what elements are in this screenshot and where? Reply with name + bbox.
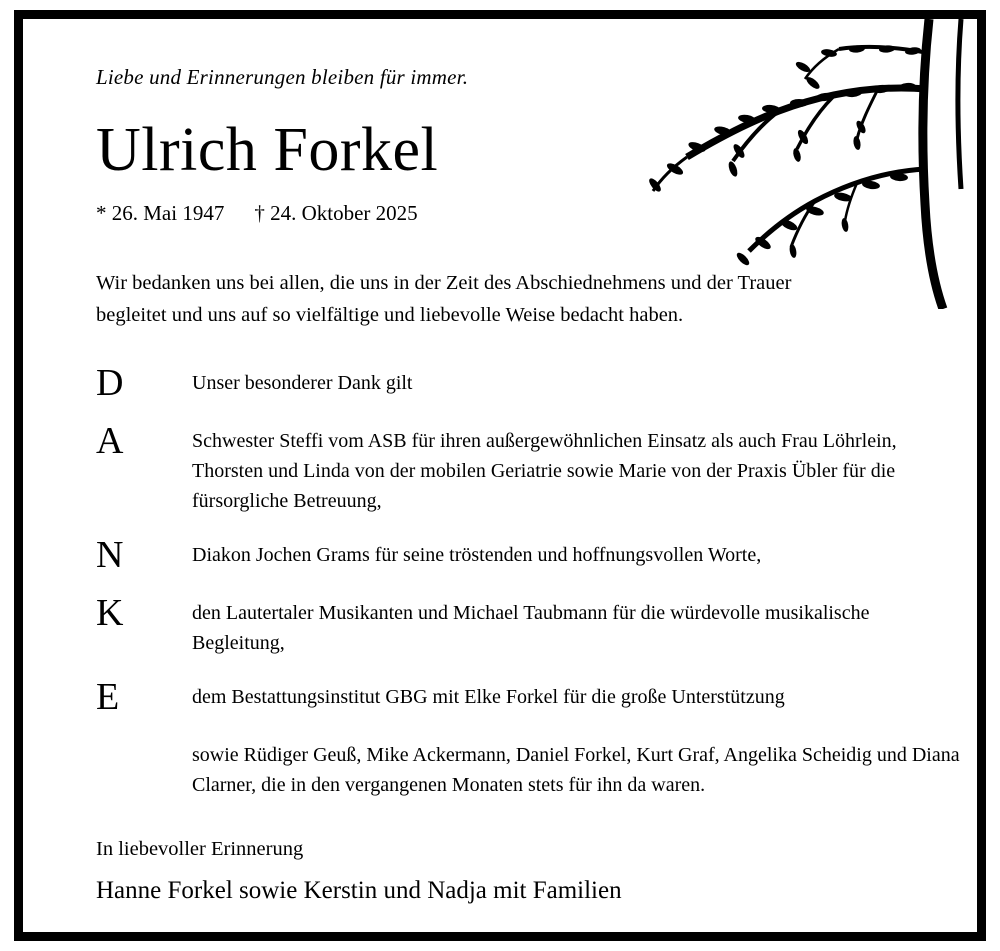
- danke-row: [96, 420, 966, 516]
- motto-text: Liebe und Erinnerungen bleiben für immer.: [96, 65, 469, 89]
- life-dates: [96, 201, 966, 226]
- danke-letter: E: [96, 675, 121, 718]
- card-content: [96, 19, 966, 905]
- danke-row: [96, 534, 966, 574]
- danke-letter: A: [96, 419, 125, 462]
- closing-block: [96, 838, 966, 905]
- danke-letter: K: [96, 591, 125, 634]
- danke-row: [96, 362, 966, 402]
- card-inner: [23, 19, 977, 932]
- danke-text: Unser besonderer Dank gilt: [192, 371, 413, 394]
- danke-letter: D: [96, 361, 125, 404]
- family-names: Hanne Forkel sowie Kerstin und Nadja mit Familien: [96, 876, 622, 904]
- thanks-intro-text: Wir bedanken uns bei allen, die uns in der Zeit des Abschiednehmens und der Trauer begleitet und uns auf so vielfältige und liebevolle Weise bedacht haben.: [96, 272, 792, 326]
- danke-text: den Lautertaler Musikanten und Michael Taubmann für die würdevolle musikalische Begleitung,: [192, 601, 870, 654]
- death-date: † 24. Oktober 2025: [254, 201, 418, 226]
- closing-phrase: In liebevoller Erinnerung: [96, 837, 304, 860]
- danke-letter: N: [96, 533, 125, 576]
- danke-text: Diakon Jochen Grams für seine tröstenden und hoffnungsvollen Worte,: [192, 543, 762, 566]
- danke-row: [96, 734, 966, 800]
- danke-letter: [96, 734, 192, 736]
- danke-text: dem Bestattungsinstitut GBG mit Elke Forkel für die große Unterstützung: [192, 685, 785, 708]
- danke-text: Schwester Steffi vom ASB für ihren außergewöhnlichen Einsatz als auch Frau Löhrlein, Thorsten und Linda von der mobilen Geriatrie sowie Marie von der Praxis Übler für die fürsorgliche Betreuung,: [192, 429, 897, 512]
- danke-row: [96, 592, 966, 658]
- birth-date: * 26. Mai 1947: [96, 201, 225, 226]
- danke-acrostic-block: [96, 362, 966, 800]
- danke-row: [96, 676, 966, 716]
- deceased-name: Ulrich Forkel: [96, 116, 439, 184]
- danke-text: sowie Rüdiger Geuß, Mike Ackermann, Daniel Forkel, Kurt Graf, Angelika Scheidig und Diana Clarner, die in den vergangenen Monaten stets für ihn da waren.: [192, 743, 960, 796]
